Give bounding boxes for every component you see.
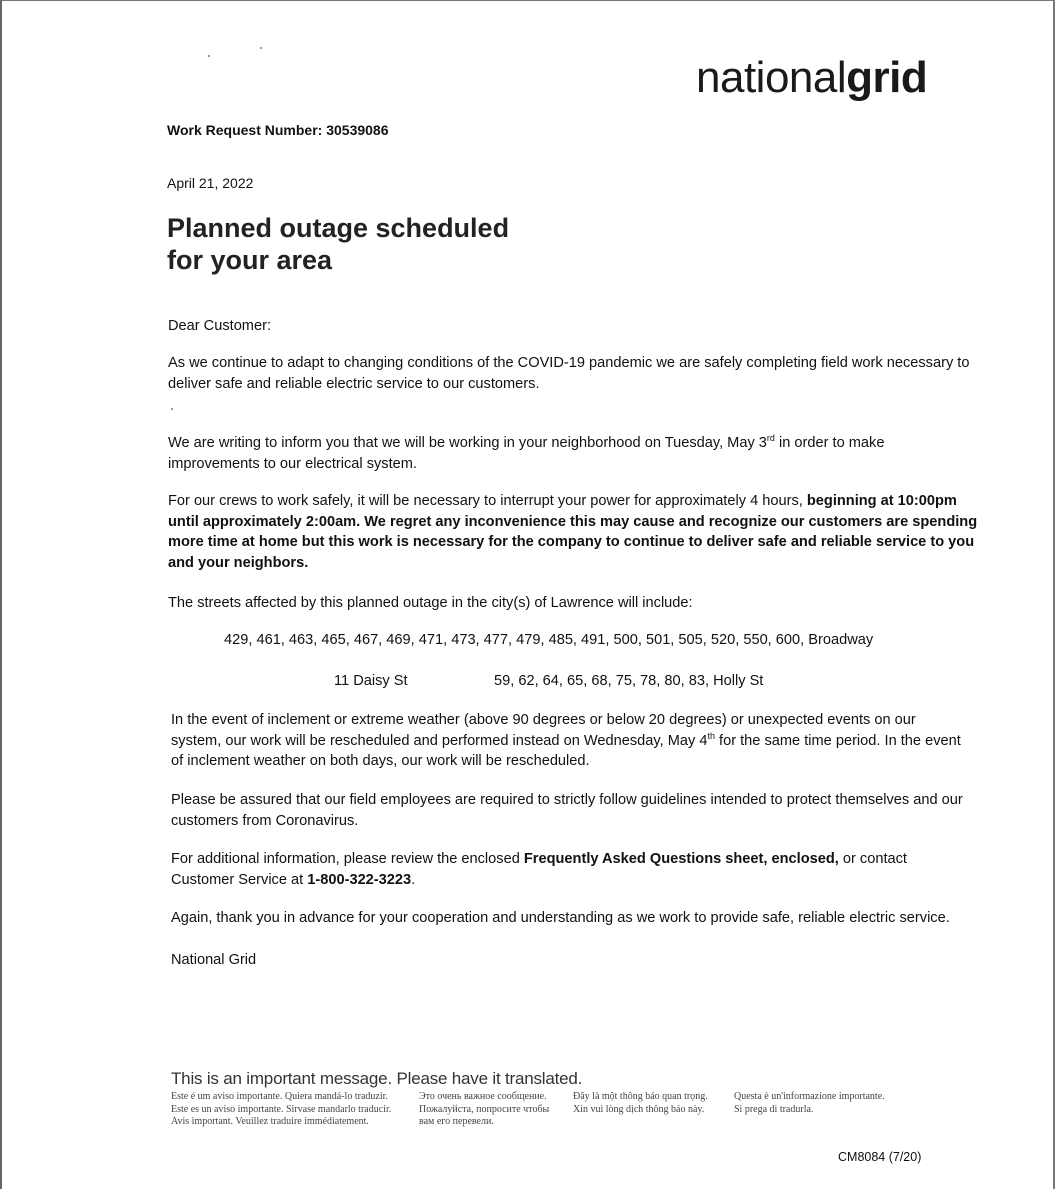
headline-line-1: Planned outage scheduled bbox=[167, 213, 510, 243]
paragraph-additional-info bbox=[171, 849, 951, 890]
translation-italian-2: Si prega di tradurla. bbox=[734, 1103, 814, 1115]
translation-french: Avis important. Veuillez traduire immédiatement. bbox=[171, 1116, 369, 1127]
translation-column-3 bbox=[573, 1091, 708, 1116]
additional-text-middle: or contact Customer Service at bbox=[171, 851, 907, 888]
paragraph-assurance: Please be assured that our field employees are required to strictly follow guidelines intended to protect themselves and our customers from Coronavirus. bbox=[171, 792, 963, 829]
additional-text: For additional information, please review the enclosed bbox=[171, 851, 524, 867]
translation-column-1 bbox=[171, 1091, 391, 1129]
scan-speck bbox=[208, 55, 210, 57]
signature: National Grid bbox=[171, 952, 257, 968]
schedule-ordinal: rd bbox=[766, 433, 775, 444]
letter-date: April 21, 2022 bbox=[167, 175, 254, 191]
weather-text: In the event of inclement or extreme weather (above 90 degrees or below 20 degrees) or unexpected events on our system, our work will be rescheduled and performed instead on Wednesday, May 4 bbox=[171, 712, 916, 749]
paragraph-schedule bbox=[168, 433, 928, 474]
streets-intro: The streets affected by this planned outage in the city(s) of Lawrence will include: bbox=[168, 595, 693, 611]
schedule-text-end: in order to make improvements to our electrical system. bbox=[168, 435, 885, 472]
form-code: CM8084 (7/20) bbox=[838, 1150, 922, 1164]
salutation: Dear Customer: bbox=[168, 318, 271, 334]
translation-column-2 bbox=[419, 1091, 549, 1129]
paragraph-interruption bbox=[168, 491, 983, 573]
logo-text-light: national bbox=[696, 53, 847, 102]
scan-speck bbox=[171, 408, 173, 410]
customer-service-phone: 1-800-322-3223 bbox=[307, 871, 412, 888]
translation-portuguese: Este é um aviso importante. Quiera mandá-lo traduzir. bbox=[171, 1091, 388, 1102]
translation-column-4 bbox=[734, 1091, 885, 1116]
interruption-bold-text: beginning at 10:00pm until approximately 2:00am. We regret any inconvenience this may cause and recognize our customers are spending more time at home but this work is necessary for the company to continue to deliver safe and reliable service to you and your neighbors. bbox=[168, 493, 978, 571]
paragraph-thanks: Again, thank you in advance for your cooperation and understanding as we work to provide safe, reliable electric service. bbox=[171, 910, 950, 926]
translation-vietnamese-1: Đây là một thông báo quan trọng. bbox=[573, 1091, 708, 1102]
translation-spanish: Este es un aviso importante. Sirvase mandarlo traducir. bbox=[171, 1103, 392, 1115]
headline-line-2: for your area bbox=[167, 245, 333, 275]
scan-speck bbox=[260, 47, 262, 49]
page-title bbox=[167, 212, 509, 276]
weather-text-end: for the same time period. In the event of inclement weather on both days, our work will be rescheduled. bbox=[171, 732, 961, 769]
additional-text-end: . bbox=[411, 871, 416, 888]
weather-ordinal: th bbox=[707, 730, 715, 741]
translation-russian-1: Это очень важное сообщение. bbox=[419, 1091, 547, 1102]
interruption-text: For our crews to work safely, it will be necessary to interrupt your power for approximately 4 hours, bbox=[168, 493, 807, 509]
translation-italian-1: Questa è un'informazione importante. bbox=[734, 1091, 885, 1102]
translation-russian-2: Пожалуйста, попросите чтобы bbox=[419, 1103, 550, 1115]
faq-reference: Frequently Asked Questions sheet, enclosed, bbox=[523, 851, 839, 867]
schedule-text: We are writing to inform you that we will be working in your neighborhood on Tuesday, May 3 bbox=[168, 435, 767, 451]
national-grid-logo bbox=[696, 53, 928, 102]
translation-russian-3: вам его перевели. bbox=[419, 1116, 494, 1127]
streets-broadway: 429, 461, 463, 465, 467, 469, 471, 473, 477, 479, 485, 491, 500, 501, 505, 520, 550, 600, Broadway bbox=[224, 632, 874, 648]
paragraph-weather bbox=[171, 710, 961, 772]
logo-text-bold: grid bbox=[846, 53, 928, 102]
paragraph-covid: As we continue to adapt to changing conditions of the COVID-19 pandemic we are safely completing field work necessary to deliver safe and reliable electric service to our customers. bbox=[168, 355, 970, 392]
translation-vietnamese-2: Xin vui lòng dịch thông báo này. bbox=[573, 1103, 705, 1115]
work-request-number: Work Request Number: 30539086 bbox=[167, 122, 389, 138]
streets-holly: 59, 62, 64, 65, 68, 75, 78, 80, 83, Holly St bbox=[494, 673, 764, 689]
translation-notice-title: This is an important message. Please have it translated. bbox=[171, 1069, 583, 1088]
streets-daisy: 11 Daisy St bbox=[334, 673, 408, 689]
